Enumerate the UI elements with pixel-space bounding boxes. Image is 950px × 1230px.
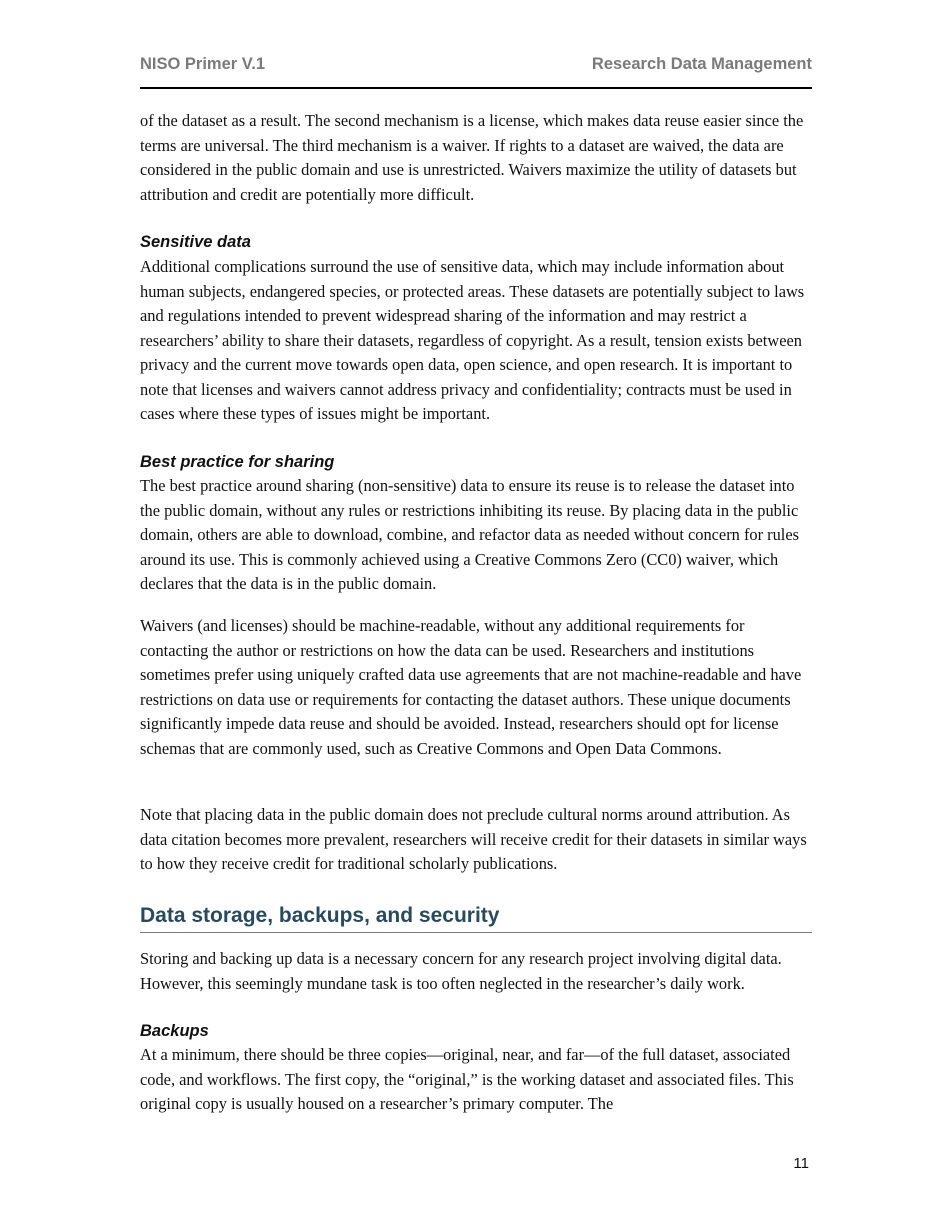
paragraph-text: Storing and backing up data is a necessary concern for any research project involving digital data. However, this seemingly mundane task is too often neglected in the researcher’s daily work. (140, 949, 782, 993)
paragraph-text: Additional complications surround the use of sensitive data, which may include information about human subjects, endangered species, or protected areas. These datasets are potentially subject to laws and regulations intended to prevent widespread sharing of the information and may restrict a researchers’ ability to share their datasets, regardless of copyright. As a result, tension exists between privacy and the current move towards open data, open science, and open research. It is important to note that licenses and waivers cannot address privacy and confidentiality; contracts must be used in cases where these types of issues might be important. (140, 257, 805, 423)
header-section-title: Research Data Management (591, 55, 812, 73)
document-page (140, 0, 812, 1230)
paragraph-text: The best practice around sharing (non-sensitive) data to ensure its reuse is to release the dataset into the public domain, without any rules or restrictions inhibiting its reuse. By placing data in the public domain, others are able to download, combine, and refactor data as needed without concern for rules around its use. This is commonly achieved using a Creative Commons Zero (CC0) waiver, which declares that the data is in the public domain. (140, 476, 800, 593)
subsection-sensitive-data (140, 232, 812, 252)
section-data-storage (140, 903, 812, 933)
subsection-best-practice (140, 452, 812, 472)
paragraph-backups (140, 1043, 812, 1117)
paragraph-text: At a minimum, there should be three copies—original, near, and far—of the full dataset, associated code, and workflows. The first copy, the “original,” is the working dataset and associated files. This original copy is usually housed on a researcher’s primary computer. The (140, 1045, 794, 1113)
paragraph-text: Waivers (and licenses) should be machine-readable, without any additional requirements for contacting the author or restrictions on how the data can be used. Researchers and institutions sometimes prefer using uniquely crafted data use agreements that are not machine-readable and have restrictions on data use or requirements for contacting the dataset authors. These unique documents significantly impede data reuse and should be avoided. Instead, researchers should opt for license schemas that are commonly used, such as Creative Commons and Open Data Commons. (140, 616, 802, 758)
paragraph-waivers (140, 614, 812, 761)
paragraph-text: Note that placing data in the public domain does not preclude cultural norms around attribution. As data citation becomes more prevalent, researchers will receive credit for their datasets in similar ways to how they receive credit for traditional scholarly publications. (140, 805, 807, 873)
running-header (140, 55, 812, 89)
subsection-backups (140, 1021, 812, 1041)
subheading-sensitive-data: Sensitive data (140, 233, 251, 251)
header-document-title: NISO Primer V.1 (140, 55, 266, 73)
paragraph-text: of the dataset as a result. The second mechanism is a license, which makes data reuse easier since the terms are universal. The third mechanism is a waiver. If rights to a dataset are waived, the data are considered in the public domain and use is unrestricted. Waivers maximize the utility of datasets but attribution and credit are potentially more difficult. (140, 111, 804, 204)
subheading-backups: Backups (140, 1022, 209, 1040)
subheading-best-practice: Best practice for sharing (140, 453, 335, 471)
paragraph-best-practice (140, 474, 812, 597)
page-number: 11 (793, 1155, 809, 1172)
paragraph-attribution (140, 803, 812, 877)
section-heading-data-storage: Data storage, backups, and security (140, 903, 812, 933)
paragraph-sensitive-data (140, 255, 812, 427)
paragraph-licensing-continued (140, 109, 812, 207)
paragraph-storage-intro (140, 947, 812, 996)
